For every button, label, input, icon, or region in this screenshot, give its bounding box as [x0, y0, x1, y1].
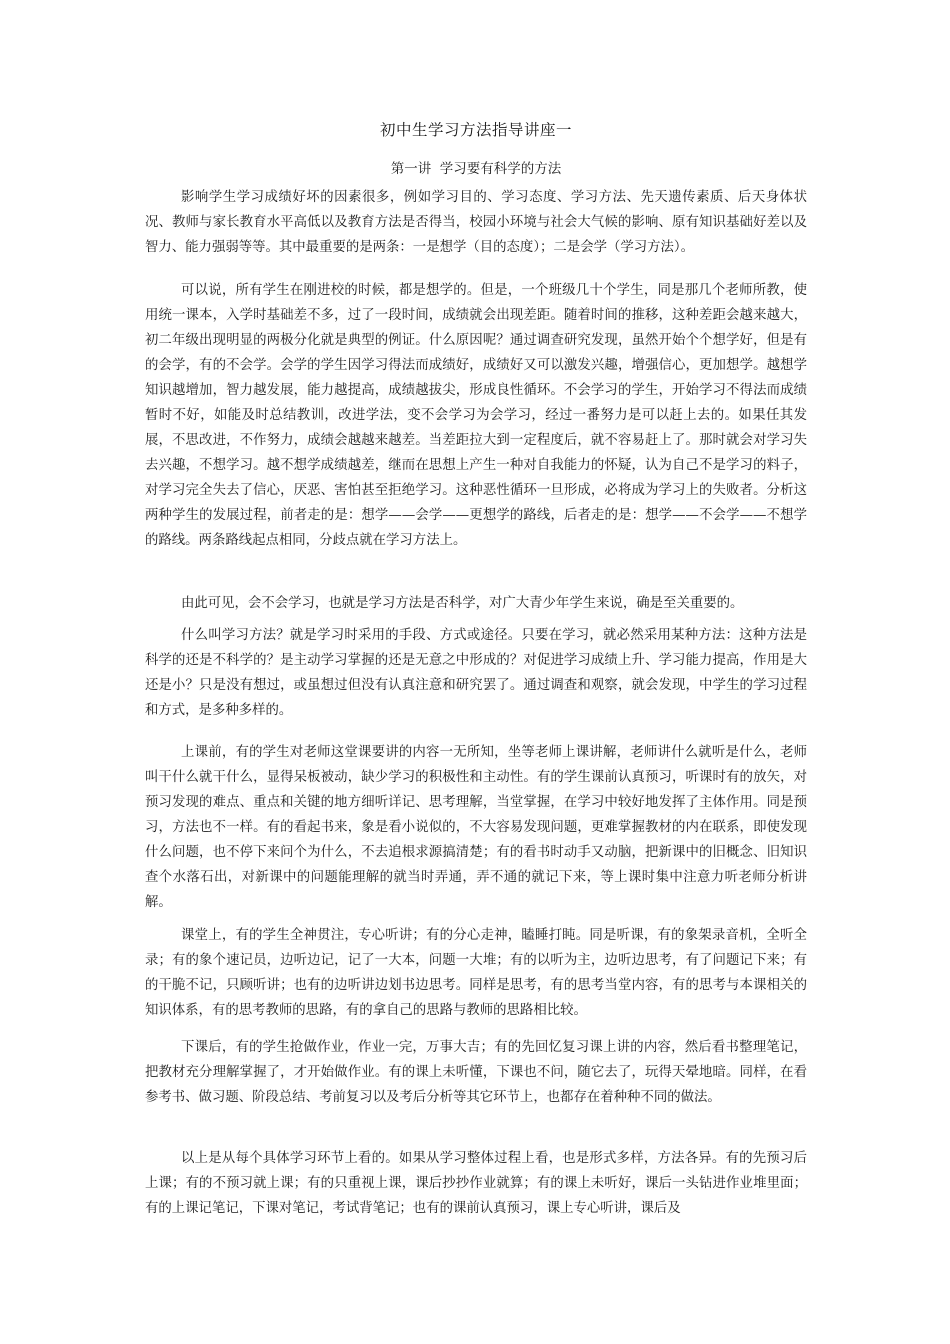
paragraph-factors: 影响学生学习成绩好坏的因素很多，例如学习目的、学习态度、学习方法、先天遗传素质、后天身体状况、教师与家长教育水平高低以及教育方法是否得当，校园小环境与社会大气候的影响、原有知识基础好差以及智力、能力强弱等等。其中最重要的是两条：一是想学（目的态度）；二是会学（学习方法）。 [145, 190, 807, 255]
paragraph-conclusion: 由此可见，会不会学习，也就是学习方法是否科学，对广大青少年学生来说，确是至关重要的。 [181, 596, 744, 611]
document-title: 初中生学习方法指导讲座一 [379, 121, 572, 139]
paragraph-in-class: 课堂上，有的学生全神贯注，专心听讲；有的分心走神，瞌睡打盹。同是听课，有的象架录音机，全听全录；有的象个速记员，边听边记，记了一大本，问题一大堆；有的以听为主，边听边思考，有了问题记下来；有的干脆不记，只顾听讲；也有的边听讲边划书边思考。同样是思考，有的思考当堂内容，有的思考与本课相关的知识体系，有的思考教师的思路，有的拿自己的思路与教师的思路相比较。 [145, 928, 807, 1018]
paragraph-overall-process: 以上是从每个具体学习环节上看的。如果从学习整体过程上看，也是形式多样，方法各异。有的先预习后上课；有的不预习就上课；有的只重视上课，课后抄抄作业就算；有的课上未听好，课后一头钻进作业堆里面；有的上课记笔记，下课对笔记，考试背笔记；也有的课前认真预习，课上专心听讲，课后及 [145, 1151, 807, 1216]
lecture-subtitle: 第一讲 学习要有科学的方法 [390, 161, 562, 177]
paragraph-learning-divergence: 可以说，所有学生在刚进校的时候，都是想学的。但是，一个班级几十个学生，同是那几个老师所教，使用统一课本，入学时基础差不多，过了一段时间，成绩就会出现差距。随着时间的推移，这种差距会越来越大，初二年级出现明显的两极分化就是典型的例证。什么原因呢？通过调查研究发现，虽然开始个个想学好，但是有的会学，有的不会学。会学的学生因学习得法而成绩好，成绩好又可以激发兴趣，增强信心，更加想学。越想学知识越增加，智力越发展，能力越提高，成绩越拔尖，形成良性循环。不会学习的学生，开始学习不得法而成绩暂时不好，如能及时总结教训，改进学法，变不会学习为会学习，经过一番努力是可以赶上去的。如果任其发展，不思改进，不作努力，成绩会越越来越差。当差距拉大到一定程度后，就不容易赶上了。那时就会对学习失去兴趣，不想学习。越不想学成绩越差，继而在思想上产生一种对自我能力的怀疑，认为自己不是学习的料子，对学习完全失去了信心，厌恶、害怕甚至拒绝学习。这种恶性循环一旦形成，必将成为学习上的失败者。分析这两种学生的发展过程，前者走的是：想学——会学——更想学的路线，后者走的是：想学——不会学——不想学的路线。两条路线起点相同，分歧点就在学习方法上。 [145, 283, 807, 548]
paragraph-before-class: 上课前，有的学生对老师这堂课要讲的内容一无所知，坐等老师上课讲解，老师讲什么就听是什么，老师叫干什么就干什么，显得呆板被动，缺少学习的积极性和主动性。有的学生课前认真预习，听课时有的放矢，对预习发现的难点、重点和关键的地方细听详记、思考理解，当堂掌握，在学习中较好地发挥了主体作用。同是预习，方法也不一样。有的看起书来，象是看小说似的，不大容易发现问题，更难掌握教材的内在联系，即使发现什么问题，也不停下来问个为什么，不去追根求源搞清楚；有的看书时动手又动脑，把新课中的旧概念、旧知识查个水落石出，对新课中的问题能理解的就当时弄通，弄不通的就记下来，等上课时集中注意力听老师分析讲解。 [145, 745, 807, 910]
paragraph-definition: 什么叫学习方法？就是学习时采用的手段、方式或途径。只要在学习，就必然采用某种方法：这种方法是科学的还是不科学的？是主动学习掌握的还是无意之中形成的？对促进学习成绩上升、学习能力提高，作用是大还是小？只是没有想过，或虽想过但没有认真注意和研究罢了。通过调查和观察，就会发现，中学生的学习过程和方式，是多种多样的。 [145, 628, 807, 718]
paragraph-after-class: 下课后，有的学生抢做作业，作业一完，万事大吉；有的先回忆复习课上讲的内容，然后看书整理笔记，把教材充分理解掌握了，才开始做作业。有的课上未听懂，下课也不问，随它去了，玩得天晕地暗。同样，在看参考书、做习题、阶段总结、考前复习以及考后分析等其它环节上，也都存在着种种不同的做法。 [145, 1040, 807, 1105]
